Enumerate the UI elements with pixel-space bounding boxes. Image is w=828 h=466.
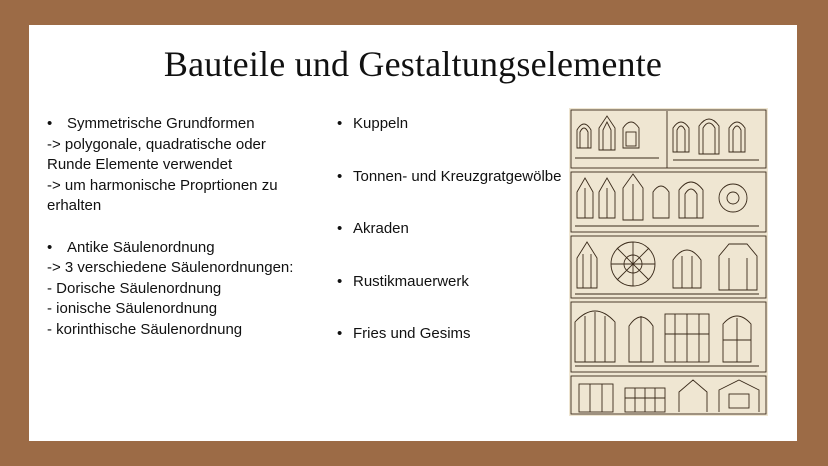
list-item-text: Kuppeln xyxy=(353,115,409,132)
bullet-dot-icon: • xyxy=(337,167,343,185)
slide-title: Bauteile und Gestaltungselemente xyxy=(163,44,663,84)
bullet-dot-icon: • xyxy=(47,238,53,256)
text-line: Runde Elemente verwendet xyxy=(47,156,233,173)
bullet-text: Symmetrische Grundformen xyxy=(67,115,255,132)
window-styles-illustration-icon xyxy=(569,108,768,416)
bullet-text: Antike Säulenordnung xyxy=(67,238,215,256)
text-line: -> um harmonische Proprtionen zu xyxy=(47,176,278,194)
bullet-dot-icon: • xyxy=(47,115,53,132)
text-line: - Dorische Säulenordnung xyxy=(47,279,222,297)
text-line: - korinthische Säulenordnung xyxy=(47,320,243,338)
middle-bullet-list xyxy=(337,114,577,377)
list-item xyxy=(337,324,577,377)
slide xyxy=(29,25,797,441)
left-bullet-list xyxy=(47,114,332,340)
list-item xyxy=(337,167,577,220)
list-item-text: Fries und Gesims xyxy=(353,325,471,342)
spacer xyxy=(47,217,332,238)
list-item xyxy=(337,219,577,272)
text-line: - ionische Säulenordnung xyxy=(47,300,218,317)
list-item xyxy=(337,114,577,167)
bullet-item xyxy=(47,238,332,259)
list-item-text: Tonnen- und Kreuzgratgewölbe xyxy=(353,167,562,185)
bullet-item xyxy=(47,114,332,135)
bullet-dot-icon: • xyxy=(337,220,343,237)
list-item-text: Rustikmauerwerk xyxy=(353,272,469,290)
text-line: erhalten xyxy=(47,197,102,214)
list-item-text: Akraden xyxy=(353,220,409,237)
text-line: -> polygonale, quadratische oder xyxy=(47,135,266,153)
text-line: -> 3 verschiedene Säulenordnungen: xyxy=(47,259,294,276)
bullet-dot-icon: • xyxy=(337,325,343,342)
list-item xyxy=(337,272,577,325)
bullet-dot-icon: • xyxy=(337,115,343,132)
bullet-dot-icon: • xyxy=(337,272,343,290)
